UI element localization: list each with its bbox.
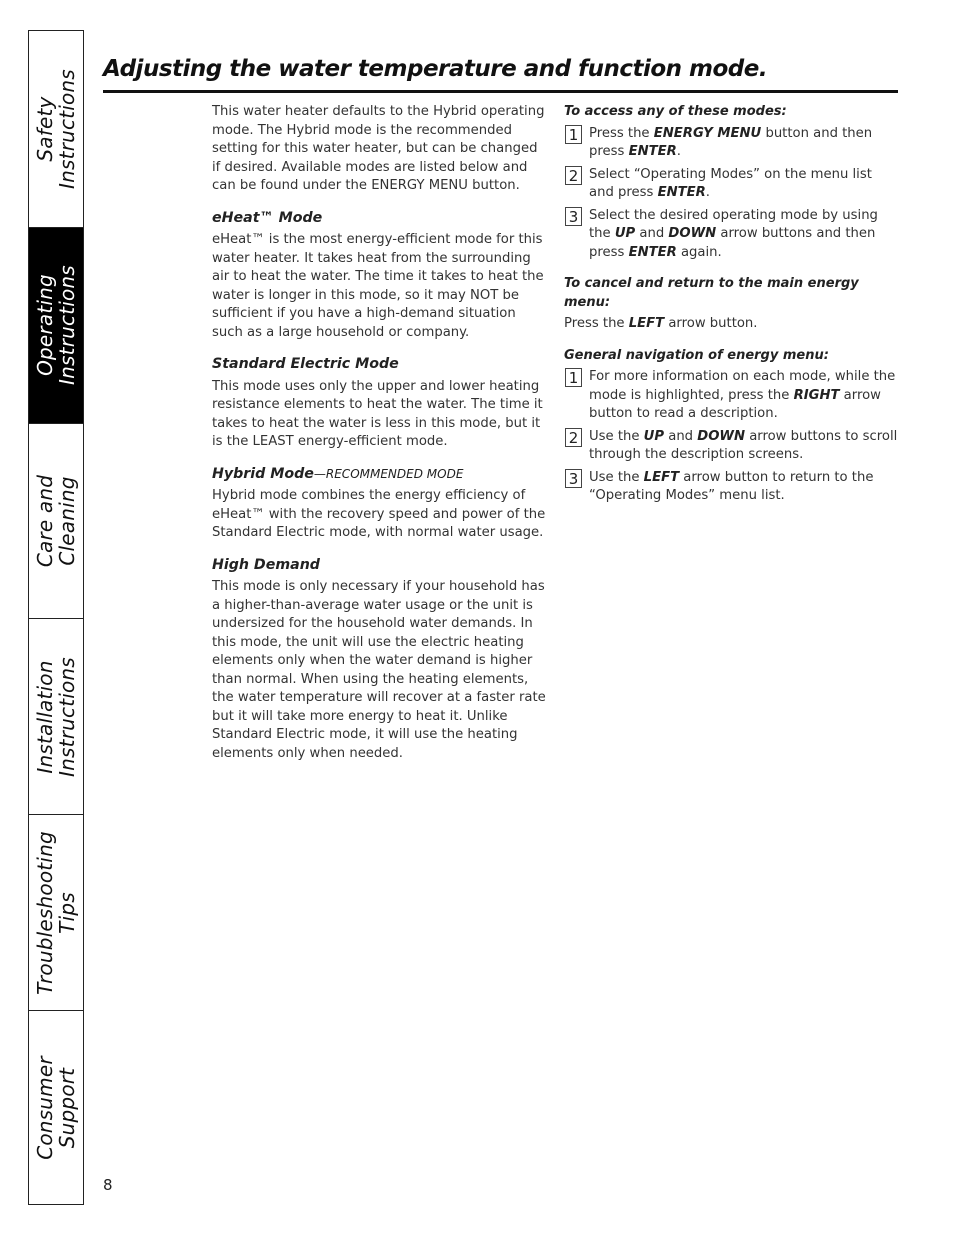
tab-label: Safety Instructions — [33, 68, 79, 189]
standard-electric-text: This mode uses only the upper and lower heating resistance elements to heat the water. The time it takes to heat the water is less in this mode, but it is the LEAST energy-efficient mode. — [212, 378, 543, 449]
tab-label: Installation Instructions — [33, 656, 79, 777]
hybrid-mode-text: Hybrid mode combines the energy efficiency of eHeat™ with the recovery speed and power of the Standard Electric mode, with normal water usage. — [212, 488, 546, 540]
tab-label: Care and Cleaning — [33, 474, 79, 568]
tab-installation-instructions[interactable] — [29, 618, 83, 814]
navigation-heading: General navigation of energy menu: — [564, 347, 829, 363]
step-number: 3 — [565, 469, 582, 488]
recommended-label: —RECOMMENDED MODE — [313, 466, 464, 481]
step-number: 1 — [565, 125, 582, 144]
eheat-mode-heading: eHeat™ Mode — [212, 209, 323, 226]
tab-care-and-cleaning[interactable] — [29, 423, 83, 619]
page-number: 8 — [103, 1176, 113, 1194]
nav-step-3: 3 Use the LEFT arrow button to return to the “Operating Modes” menu list. — [564, 469, 898, 506]
tab-troubleshooting-tips[interactable] — [29, 814, 83, 1010]
standard-electric-heading: Standard Electric Mode — [212, 356, 399, 372]
title-rule — [103, 90, 898, 93]
right-column — [564, 103, 898, 510]
nav-step-2: 2 Use the UP and DOWN arrow buttons to scroll through the description screens. — [564, 428, 898, 465]
access-modes-heading: To access any of these modes: — [564, 104, 787, 119]
high-demand-heading: High Demand — [212, 556, 320, 573]
access-step-2: 2 Select “Operating Modes” on the menu list and press ENTER. — [564, 166, 898, 203]
step-number: 2 — [565, 166, 582, 185]
left-column — [212, 103, 548, 772]
tab-label: Operating Instructions — [33, 265, 79, 386]
cancel-heading: To cancel and return to the main energy menu: — [564, 276, 859, 310]
step-number: 2 — [565, 428, 582, 447]
tab-label: Consumer Support — [33, 1056, 79, 1161]
access-step-3: 3 Select the desired operating mode by using the UP and DOWN arrow buttons and then press ENTER again. — [564, 207, 898, 263]
tab-operating-instructions[interactable] — [29, 227, 83, 423]
section-tabs — [28, 30, 84, 1205]
step-number: 3 — [565, 207, 582, 226]
hybrid-mode-heading: Hybrid Mode—RECOMMENDED MODE — [212, 465, 464, 482]
tab-label: Troubleshooting Tips — [33, 830, 79, 995]
access-step-1: 1 Press the ENERGY MENU button and then press ENTER. — [564, 125, 898, 162]
tab-safety-instructions[interactable] — [29, 31, 83, 227]
cancel-text: Press the LEFT arrow button. — [564, 316, 758, 331]
high-demand-text: This mode is only necessary if your household has a higher-than-average water usage or the unit is undersized for the household water demands. In this mode, the unit will use the electric heating elements only when the water demand is higher than normal. When using the heating elements, the water temperature will recover at a faster rate but it will take more energy to heat it. Unlike Standard Electric mode, it will use the heating elements only when needed. — [212, 579, 546, 761]
intro-paragraph: This water heater defaults to the Hybrid operating mode. The Hybrid mode is the recommended setting for this water heater, but can be changed if desired. Available modes are listed below and can be found under the ENERGY MENU button. — [212, 104, 545, 193]
eheat-mode-text: eHeat™ is the most energy-efficient mode for this water heater. It takes heat from the surrounding air to heat the water. The time it takes to heat the water is longer in this mode, so it may NOT be sufficient if you have a high-demand situation such as a large household or company. — [212, 232, 544, 340]
nav-step-1: 1 For more information on each mode, while the mode is highlighted, press the RIGHT arrow button to read a description. — [564, 368, 898, 424]
tab-consumer-support[interactable] — [29, 1010, 83, 1206]
step-number: 1 — [565, 368, 582, 387]
page-title: Adjusting the water temperature and function mode. — [103, 56, 768, 82]
